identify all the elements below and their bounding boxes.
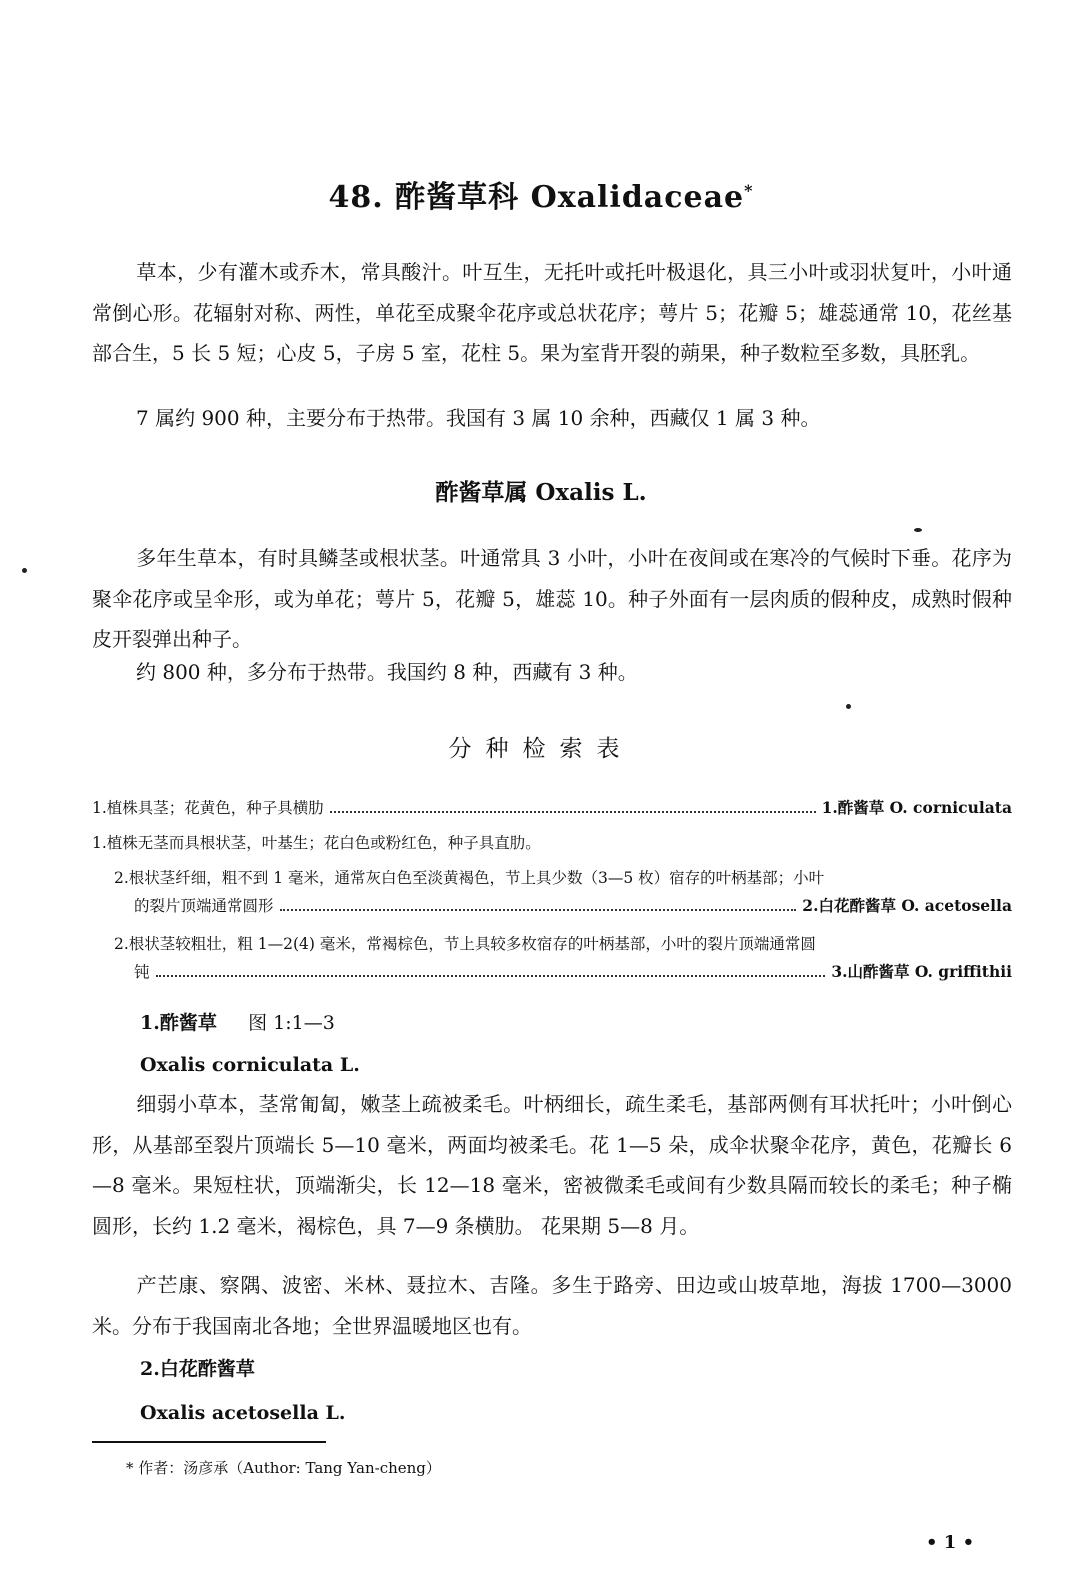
title-footnote-mark: *	[744, 181, 754, 200]
family-description-text: 草本，少有灌木或乔木，常具酸汁。叶互生，无托叶或托叶极退化，具三小叶或羽状复叶，小叶通常倒心形。花辐射对称、两性，单花至成聚伞花序或总状花序；萼片 5；花瓣 5；雄蕊通常 10，花丝基部合生，5 长 5 短；心皮 5，子房 5 室，花柱 5。果为室背开裂的蒴果，种子数粒至多数，具胚乳。	[92, 260, 1012, 365]
species-1-habitat-text: 产芒康、察隅、波密、米林、聂拉木、吉隆。多生于路旁、田边或山坡草地，海拔 1700—3000 米。分布于我国南北各地；全世界温暖地区也有。	[92, 1273, 1012, 1338]
key-leader-dots	[280, 909, 797, 911]
species-1-figure-ref: 图 1:1—3	[248, 1012, 335, 1034]
species-1-heading	[140, 1008, 335, 1035]
family-title	[0, 172, 1082, 216]
species-1-latin: Oxalis corniculata L.	[140, 1054, 360, 1076]
key-entry-3	[114, 864, 1012, 920]
species-2-heading: 2.白花酢酱草	[140, 1358, 255, 1380]
footnote-rule	[92, 1441, 326, 1443]
key-entry-text: 1.植株具茎；花黄色，种子具横肋	[92, 799, 324, 817]
key-leader-dots	[156, 975, 826, 977]
key-entry-result: 2.白花酢酱草 O. acetosella	[802, 896, 1012, 915]
key-entry-text: 1.植株无茎而具根状茎，叶基生；花白色或粉红色，种子具直肋。	[92, 834, 541, 852]
key-entry-2	[92, 829, 1012, 857]
species-1-name: 1.酢酱草	[140, 1012, 217, 1034]
key-entry-text: 2.根状茎纤细，粗不到 1 毫米，通常灰白色至淡黄褐色，节上具少数（3—5 枚）宿存的叶柄基部；小叶	[114, 869, 825, 887]
family-title-text: 48. 酢酱草科 Oxalidaceae	[328, 180, 745, 215]
genus-distribution-text: 约 800 种，多分布于热带。我国约 8 种，西藏有 3 种。	[136, 660, 638, 684]
species-1-habitat	[92, 1265, 1012, 1346]
genus-description-text: 多年生草本，有时具鳞茎或根状茎。叶通常具 3 小叶，小叶在夜间或在寒冷的气候时下垂。花序为聚伞花序或呈伞形，或为单花；萼片 5，花瓣 5，雄蕊 10。种子外面有一层肉质的假种皮，成熟时假种皮开裂弹出种子。	[92, 546, 1012, 651]
footnote: * 作者：汤彦承（Author: Tang Yan-cheng）	[126, 1459, 441, 1477]
species-1-description-text: 细弱小草本，茎常匍匐，嫩茎上疏被柔毛。叶柄细长，疏生柔毛，基部两侧有耳状托叶；小叶倒心形，从基部至裂片顶端长 5—10 毫米，两面均被柔毛。花 1—5 朵，成伞状聚伞花序，黄色，花瓣长 6—8 毫米。果短柱状，顶端渐尖，长 12—18 毫米，密被微柔毛或间有少数具隔而较长的柔毛；种子椭圆形，长约 1.2 毫米，褐棕色，具 7—9 条横肋。 花果期 5—8 月。	[92, 1092, 1012, 1238]
key-entry-continuation: 钝	[134, 963, 150, 981]
key-leader-dots	[330, 811, 816, 813]
key-entry-continuation: 的裂片顶端通常圆形	[134, 897, 274, 915]
genus-heading: 酢酱草属 Oxalis L.	[435, 479, 647, 506]
scan-speck	[22, 568, 27, 573]
scan-speck	[846, 704, 851, 709]
family-distribution	[92, 398, 1012, 439]
key-entry-result: 1.酢酱草 O. corniculata	[821, 798, 1012, 817]
species-2-latin: Oxalis acetosella L.	[140, 1402, 346, 1424]
key-entry-4	[114, 930, 1012, 986]
key-heading: 分种检索表	[448, 736, 634, 762]
species-1-description	[92, 1084, 1012, 1246]
scan-speck	[914, 528, 922, 532]
key-entry-text: 2.根状茎较粗壮，粗 1—2(4) 毫米，常褐棕色，节上具较多枚宿存的叶柄基部，小叶的裂片顶端通常圆	[114, 935, 816, 953]
page-number: • 1 •	[926, 1532, 975, 1553]
genus-description	[92, 538, 1012, 660]
family-distribution-text: 7 属约 900 种，主要分布于热带。我国有 3 属 10 余种，西藏仅 1 属 3 种。	[136, 406, 821, 430]
family-description	[92, 252, 1012, 374]
key-entry-1	[92, 794, 1012, 822]
genus-distribution	[92, 652, 1012, 693]
key-entry-result: 3.山酢酱草 O. griffithii	[831, 962, 1012, 981]
